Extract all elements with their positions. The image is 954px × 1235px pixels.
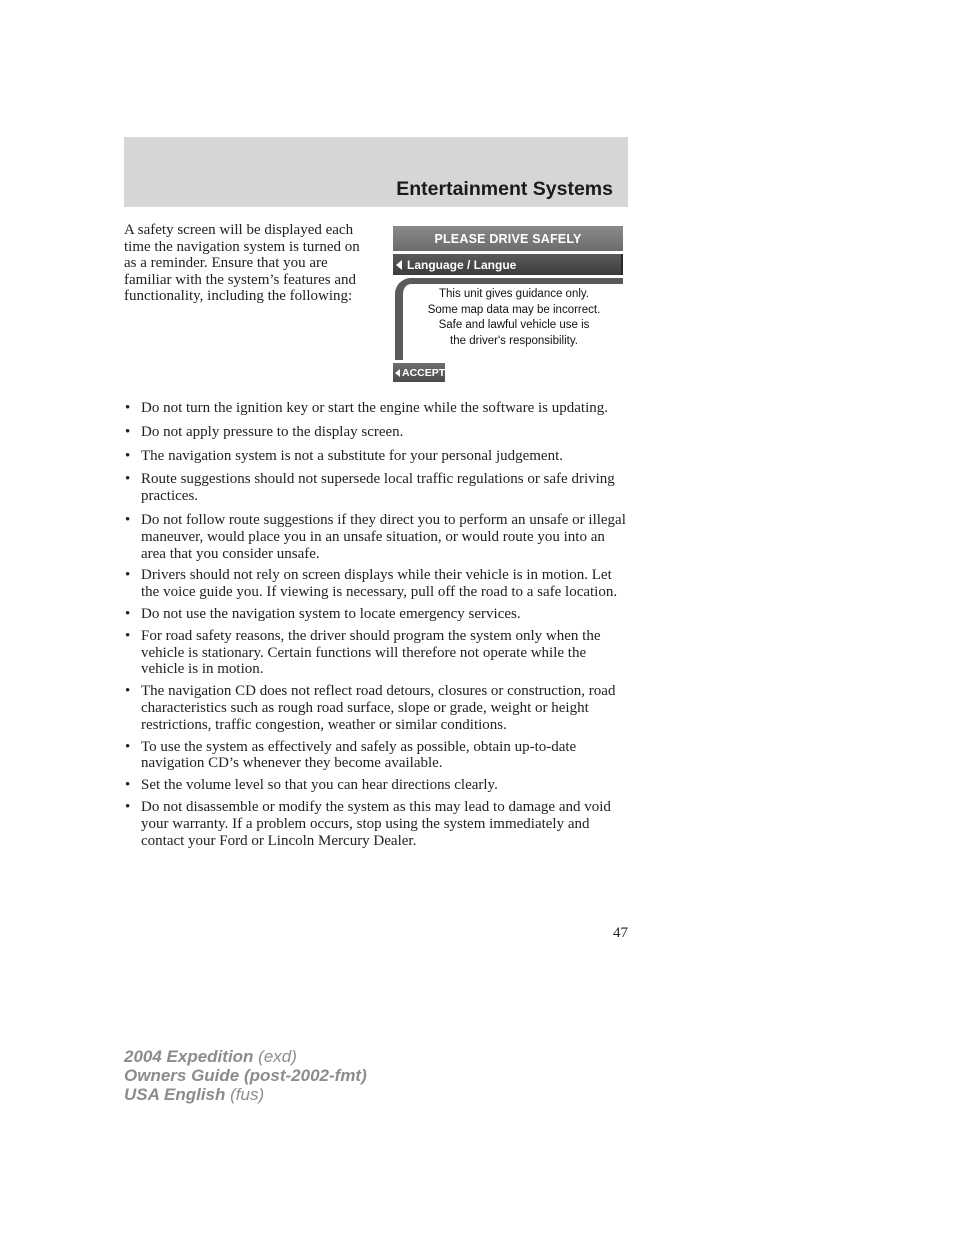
bullet-icon: • [125,627,131,644]
intro-paragraph: A safety screen will be displayed each time the navigation system is turned on as a reminder. Ensure that you are familiar with the system’s features and functionality, including the following: [124,222,360,305]
safety-message [407,287,621,349]
bullet-icon: • [125,423,131,440]
list-item: • The navigation system is not a substitute for your personal judgement. [125,447,564,464]
page-number: 47 [613,925,628,941]
list-item: • Do not use the navigation system to locate emergency services. [125,605,521,622]
footer-line-model: 2004 Expedition (exd) [124,1047,297,1066]
footer-line-guide: Owners Guide (post-2002-fmt) [124,1066,367,1085]
accept-label: ACCEPT [402,366,446,379]
bullet-icon: • [125,447,131,464]
safety-bullet-list [124,400,628,849]
list-item: • Do not disassemble or modify the system as this may lead to damage and void your warranty. If a problem occurs, stop using the system immediately and contact your Ford or Lincoln Mercury Dealer. [125,798,611,849]
list-item: • Do not follow route suggestions if they direct you to perform an unsafe or illegal maneuver, would place you in an unsafe situation, or would route you into an area that you consider unsafe. [125,511,626,562]
list-item: • To use the system as effectively and safely as possible, obtain up-to-date navigation CD’s whenever they become available. [125,738,577,772]
safety-screen-illustration [393,226,623,382]
bullet-icon: • [125,683,131,700]
bullet-icon: • [125,567,131,584]
message-line: Safe and lawful vehicle use is [438,319,590,331]
list-item: • Drivers should not rely on screen displays while their vehicle is in motion. Let the voice guide you. If viewing is necessary, pull off the road to a safe location. [125,567,618,601]
left-arrow-icon [396,260,402,270]
list-item: • Do not turn the ignition key or start the engine while the software is updating. [125,400,608,416]
bullet-icon: • [125,777,131,794]
footer-line-language: USA English (fus) [124,1085,265,1104]
message-line: Some map data may be incorrect. [427,303,601,316]
bullet-icon: • [125,738,131,755]
bullet-icon: • [125,798,131,815]
bullet-icon: • [125,511,131,528]
bullet-icon: • [125,471,131,488]
message-line: This unit gives guidance only. [438,288,589,300]
bullet-icon: • [125,605,131,622]
language-button [393,254,623,275]
section-title: Entertainment Systems [396,178,613,200]
list-item: • For road safety reasons, the driver should program the system only when the vehicle is stationary. Certain functions will therefore not operate while the vehicle is in motion. [125,627,601,678]
language-label: Language / Langue [407,257,517,272]
list-item: • Route suggestions should not supersede local traffic regulations or safe driving practices. [125,471,615,505]
left-arrow-icon [395,369,400,377]
list-item: • Set the volume level so that you can hear directions clearly. [125,777,498,794]
section-header-band [124,137,628,207]
list-item: • The navigation CD does not reflect road detours, closures or construction, road characteristics such as rough road surface, slope or grade, weight or height restrictions, traffic congestion, weather or similar conditions. [125,683,616,733]
document-footer [124,1047,367,1104]
accept-button [393,363,445,382]
list-item: • Do not apply pressure to the display screen. [125,423,404,440]
screen-title-bar: PLEASE DRIVE SAFELY [393,226,623,251]
bullet-icon: • [125,400,131,416]
message-line: the driver's responsibility. [450,334,578,347]
